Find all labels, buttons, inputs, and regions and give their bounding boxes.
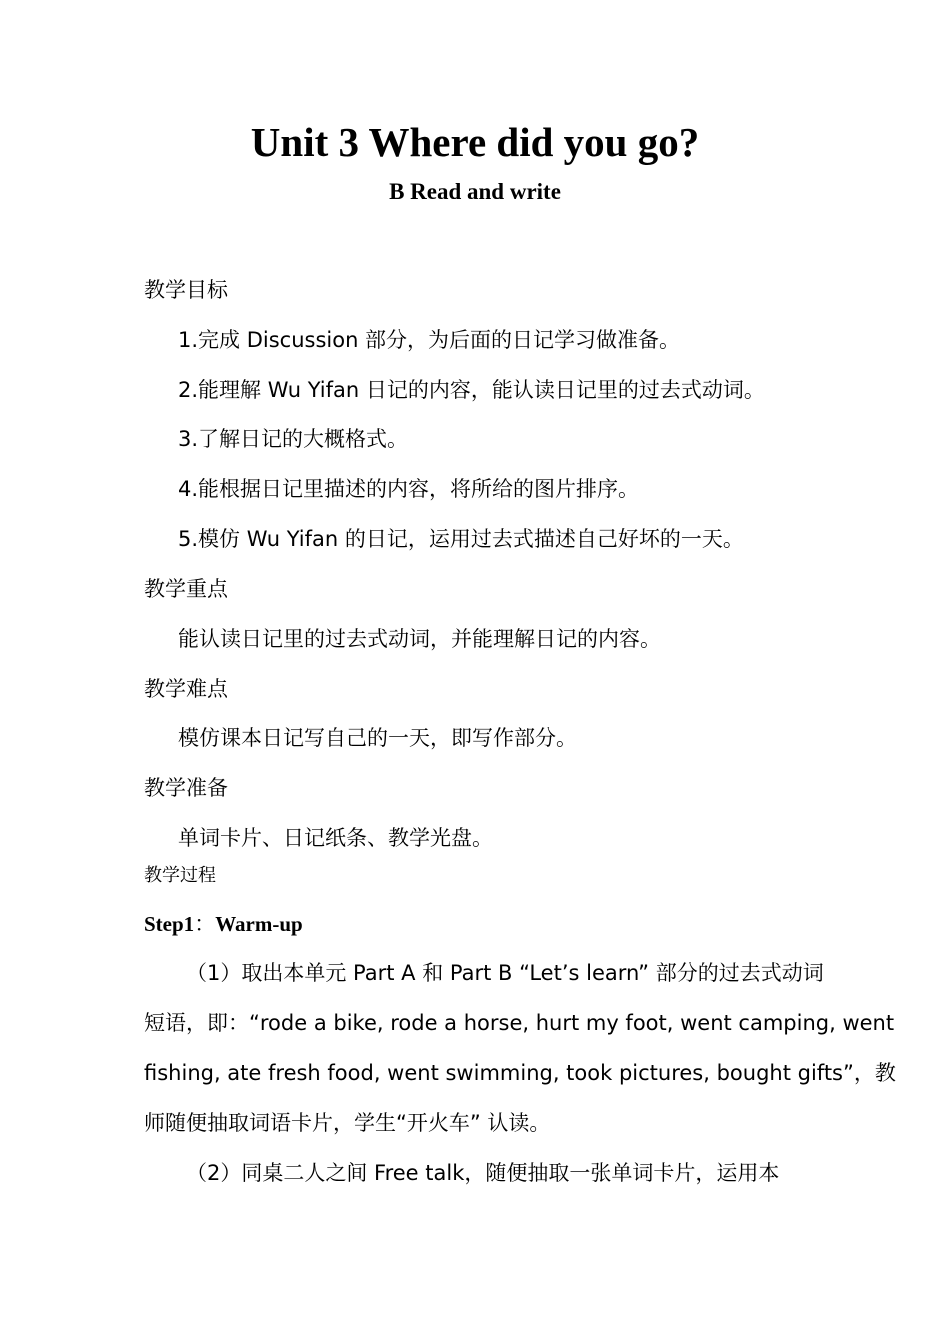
paragraph-line: 短语，即：“rode a bike, rode a horse, hurt my foot, went camping, went [144, 1011, 895, 1035]
step1-heading [144, 910, 303, 938]
goal-item: 2.能理解 Wu Yifan 日记的内容，能认读日记里的过去式动词。 [178, 378, 765, 402]
goal-item: 1.完成 Discussion 部分，为后面的日记学习做准备。 [178, 328, 681, 352]
preparation-heading: 教学准备 [144, 776, 228, 800]
goals-heading: 教学目标 [144, 278, 228, 302]
document-subtitle: B Read and write [389, 179, 561, 204]
difficulties-heading: 教学难点 [144, 677, 228, 701]
goal-item: 3.了解日记的大概格式。 [178, 427, 409, 451]
paragraph-line: fishing, ate fresh food, went swimming, took pictures, bought gifts”，教 [144, 1061, 896, 1085]
difficulties-text: 模仿课本日记写自己的一天，即写作部分。 [178, 726, 577, 750]
key-points-heading: 教学重点 [144, 577, 228, 601]
step1-name: Warm-up [215, 912, 303, 936]
key-points-text: 能认读日记里的过去式动词，并能理解日记的内容。 [178, 627, 661, 651]
step1-separator: ： [194, 912, 216, 936]
paragraph-line: 师随便抽取词语卡片，学生“开火车” 认读。 [144, 1111, 551, 1135]
paragraph-line: （2）同桌二人之间 Free talk，随便抽取一张单词卡片，运用本 [186, 1161, 780, 1185]
goal-item: 5.模仿 Wu Yifan 的日记，运用过去式描述自己好坏的一天。 [178, 527, 744, 551]
step1-label: Step1 [144, 912, 195, 936]
document-title: Unit 3 Where did you go? [250, 119, 700, 165]
goal-item: 4.能根据日记里描述的内容，将所给的图片排序。 [178, 477, 640, 501]
paragraph-line: （1）取出本单元 Part A 和 Part B “Let’s learn” 部分的过去式动词 [186, 961, 824, 985]
preparation-text: 单词卡片、日记纸条、教学光盘。 [178, 826, 493, 850]
process-heading: 教学过程 [144, 865, 216, 886]
